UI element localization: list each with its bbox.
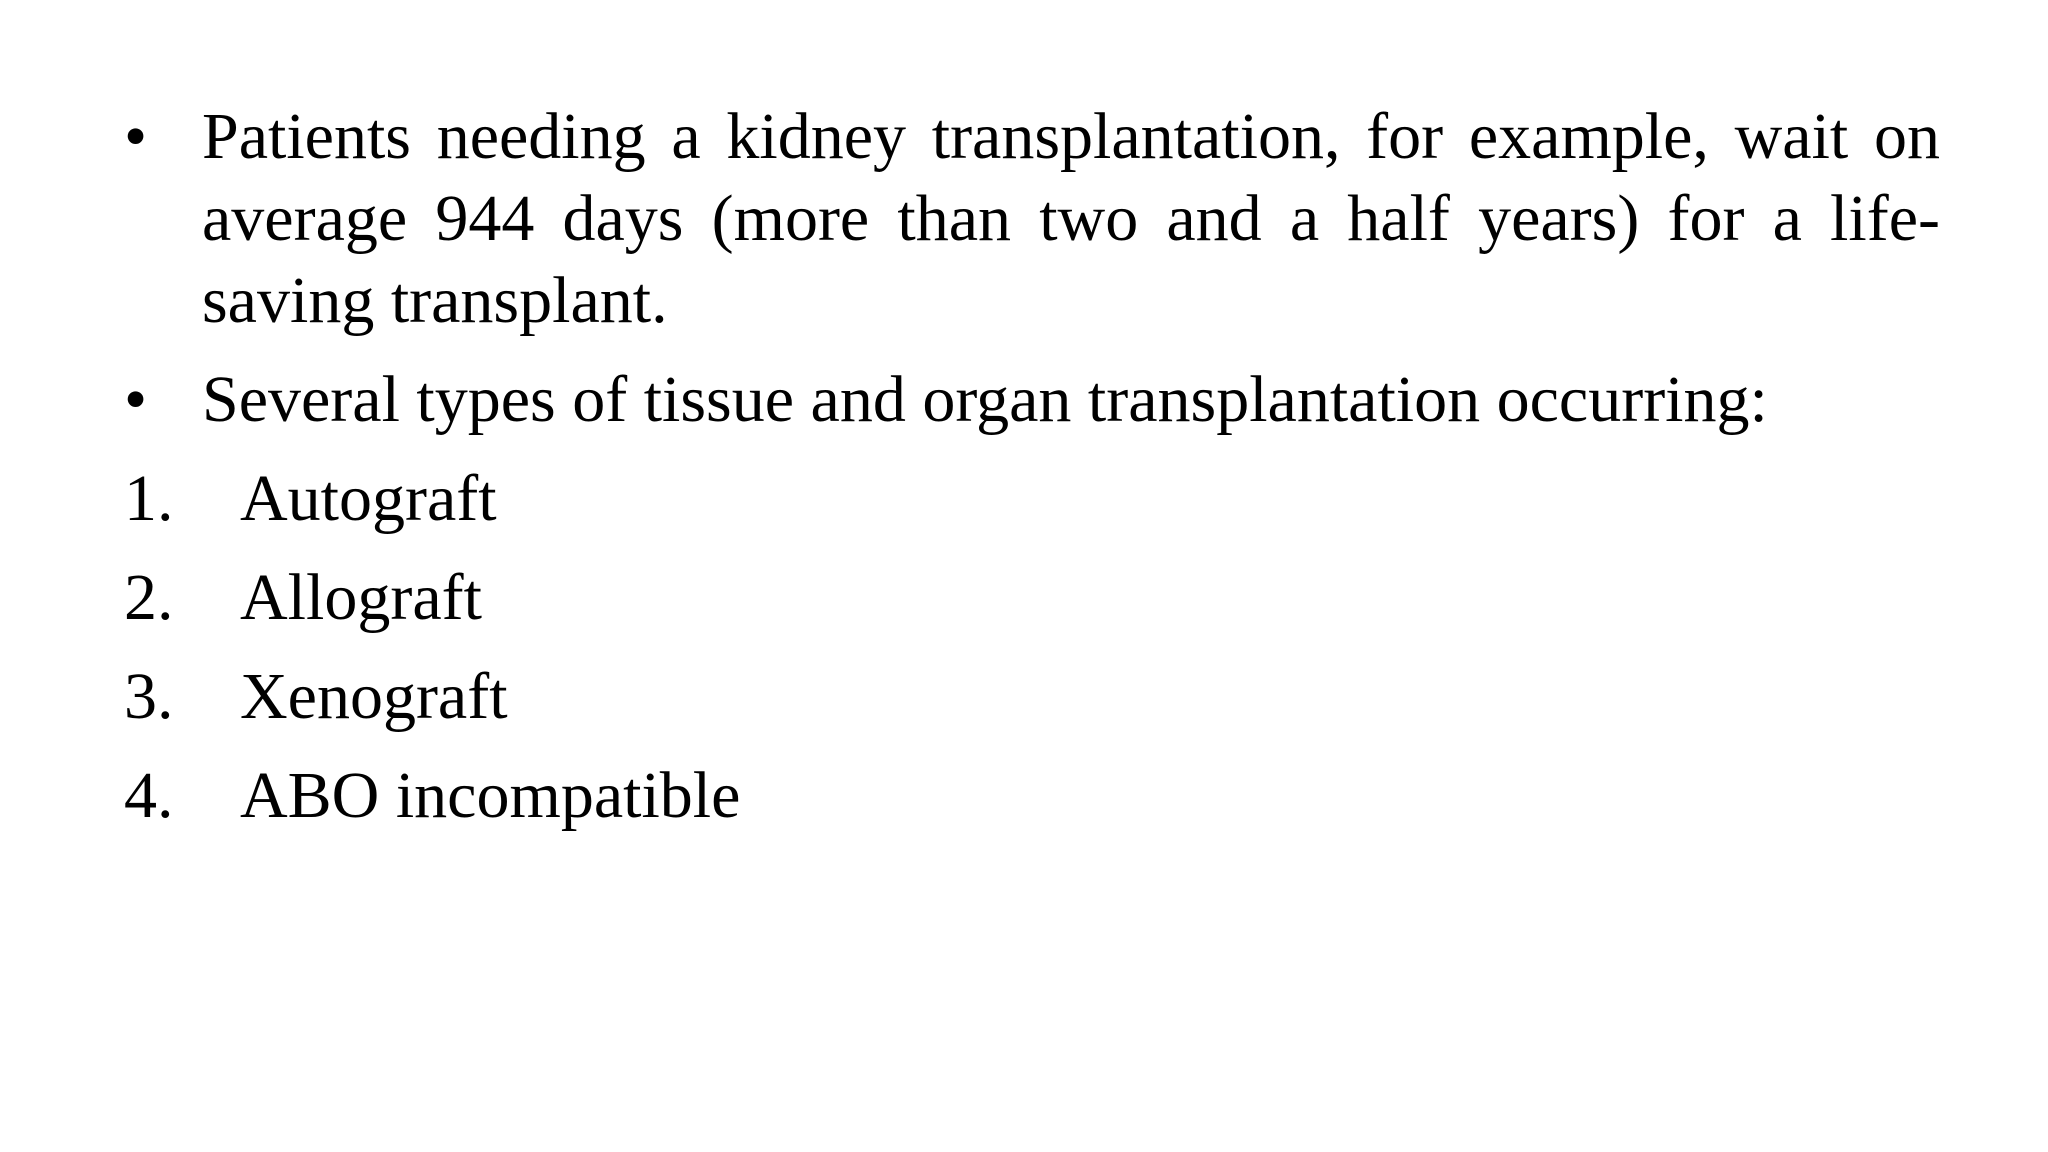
bullet-text: Several types of tissue and organ transplantation occurring: (202, 363, 1768, 436)
bullet-marker: • (124, 100, 148, 173)
slide-body (124, 96, 1940, 854)
list-text: ABO incompatible (240, 759, 741, 832)
list-text: Allograft (240, 561, 482, 634)
bullet-item-transplant-types (124, 359, 1940, 441)
list-text: Autograft (240, 462, 497, 535)
list-item-allograft (124, 557, 1940, 639)
list-item-abo-incompatible (124, 755, 1940, 837)
list-item-autograft (124, 458, 1940, 540)
bullet-marker: • (124, 363, 148, 436)
bullet-text: Patients needing a kidney transplantation, for example, wait on average 944 days (more than two and a half years) for a life-saving transplant. (202, 100, 1940, 337)
list-item-xenograft (124, 656, 1940, 738)
list-number: 3. (124, 660, 174, 733)
bullet-item-waiting-time (124, 96, 1940, 342)
list-number: 1. (124, 462, 174, 535)
list-number: 2. (124, 561, 174, 634)
list-text: Xenograft (240, 660, 508, 733)
list-number: 4. (124, 759, 174, 832)
